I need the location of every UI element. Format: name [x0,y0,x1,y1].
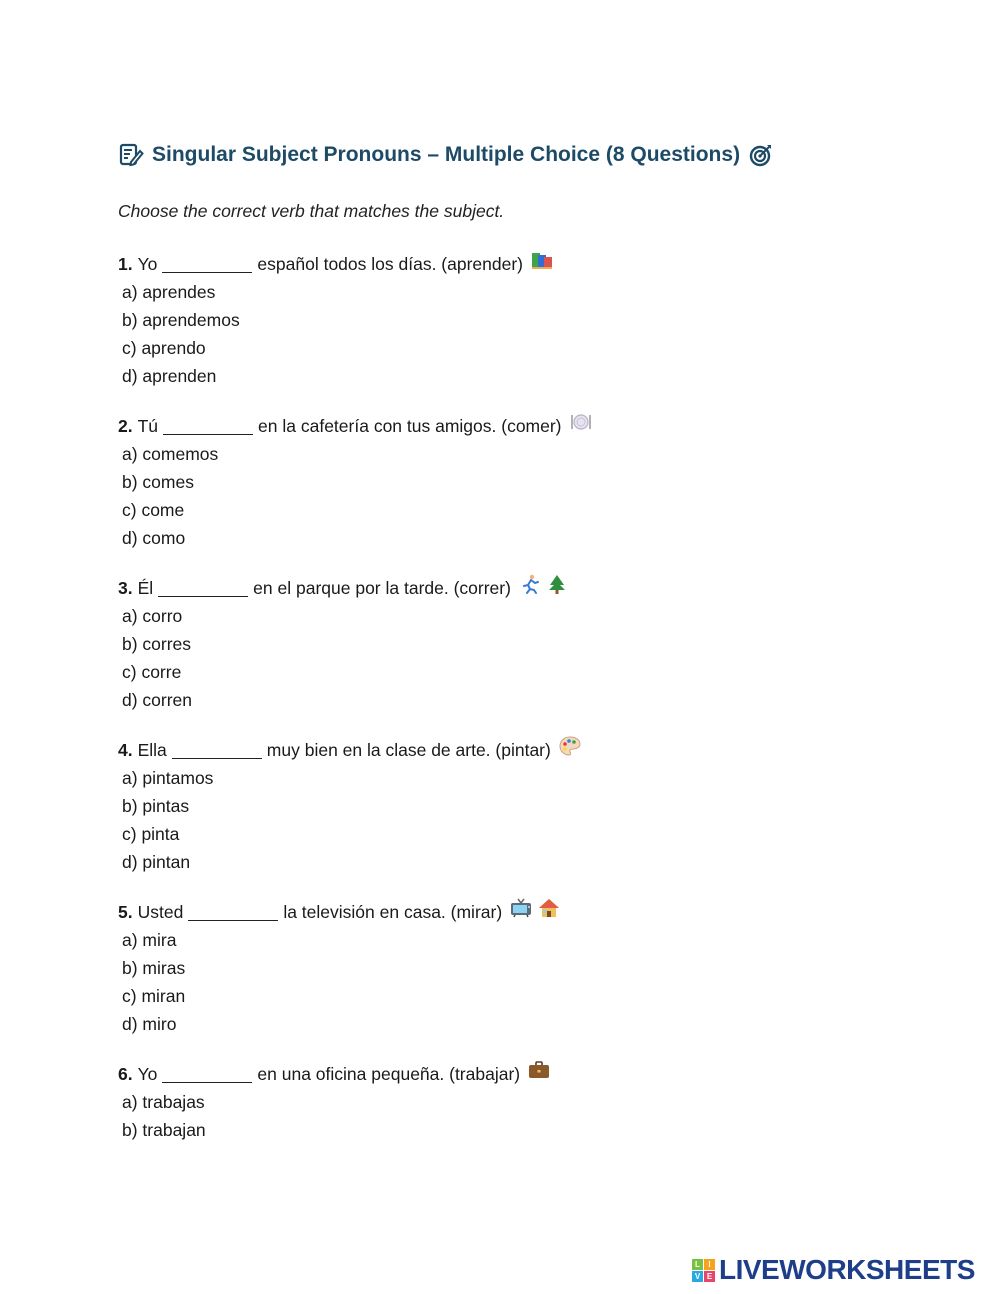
answer-blank[interactable] [162,1066,252,1083]
answer-option[interactable]: b) pintas [122,796,190,816]
question-number: 5. [118,902,133,922]
question-prompt [118,412,878,440]
question-prompt [118,1060,878,1088]
palette-icon [559,736,581,764]
question-rest: español todos los días. (aprender) [257,254,523,274]
question-prompt [118,736,878,764]
question-prompt [118,250,878,278]
question-rest: muy bien en la clase de arte. (pintar) [266,740,551,760]
liveworksheets-logo-icon: L I V E [692,1259,715,1282]
answer-option[interactable]: d) corren [122,690,193,710]
answer-option[interactable]: c) corre [122,662,182,682]
tv-icon [510,898,532,926]
answer-blank[interactable] [158,580,248,597]
brand-logo [692,1254,975,1286]
instructions: Choose the correct verb that matches the subject. [118,201,505,221]
answer-option[interactable]: a) aprendes [122,282,216,302]
title-text: Singular Subject Pronouns – Multiple Choice (8 Questions) [152,143,741,166]
answer-option[interactable]: a) trabajas [122,1092,205,1112]
question-rest: en la cafetería con tus amigos. (comer) [258,416,562,436]
briefcase-icon [528,1060,550,1088]
answer-option[interactable]: b) trabajan [122,1120,206,1140]
tree-icon [547,574,567,602]
question-subject: Él [137,578,154,598]
question-number: 4. [118,740,133,760]
question-3 [118,574,878,714]
answer-option[interactable]: b) corres [122,634,192,654]
question-subject: Usted [137,902,184,922]
question-6 [118,1060,878,1144]
question-list [118,250,878,1166]
question-4 [118,736,878,876]
question-number: 1. [118,254,133,274]
house-icon [538,898,560,926]
books-icon [531,250,553,278]
memo-icon [118,142,144,168]
brand-name: LIVEWORKSHEETS [719,1254,975,1285]
plate-icon [570,412,592,440]
answer-option[interactable]: a) corro [122,606,183,626]
question-rest: en el parque por la tarde. (correr) [253,578,511,598]
question-number: 6. [118,1064,133,1084]
question-number: 3. [118,578,133,598]
question-prompt [118,898,878,926]
question-subject: Yo [137,1064,158,1084]
answer-option[interactable]: c) come [122,500,185,520]
answer-option[interactable]: c) pinta [122,824,180,844]
question-1 [118,250,878,390]
answer-option[interactable]: b) miras [122,958,186,978]
answer-blank[interactable] [188,904,278,921]
answer-option[interactable]: b) aprendemos [122,310,240,330]
question-subject: Tú [137,416,159,436]
answer-blank[interactable] [162,256,252,273]
answer-option[interactable]: a) comemos [122,444,219,464]
question-2 [118,412,878,552]
answer-option[interactable]: d) como [122,528,186,548]
question-prompt [118,574,878,602]
answer-option[interactable]: d) aprenden [122,366,217,386]
worksheet-title [118,142,774,168]
answer-option[interactable]: a) pintamos [122,768,214,788]
answer-blank[interactable] [172,742,262,759]
question-5 [118,898,878,1038]
answer-option[interactable]: b) comes [122,472,194,492]
question-subject: Ella [137,740,167,760]
question-number: 2. [118,416,133,436]
target-icon [748,142,774,168]
question-rest: la televisión en casa. (mirar) [283,902,503,922]
runner-icon [519,574,541,602]
answer-option[interactable]: a) mira [122,930,177,950]
answer-option[interactable]: c) miran [122,986,186,1006]
answer-option[interactable]: d) pintan [122,852,191,872]
answer-blank[interactable] [163,418,253,435]
question-subject: Yo [137,254,158,274]
answer-option[interactable]: c) aprendo [122,338,206,358]
question-rest: en una oficina pequeña. (trabajar) [257,1064,521,1084]
answer-option[interactable]: d) miro [122,1014,177,1034]
